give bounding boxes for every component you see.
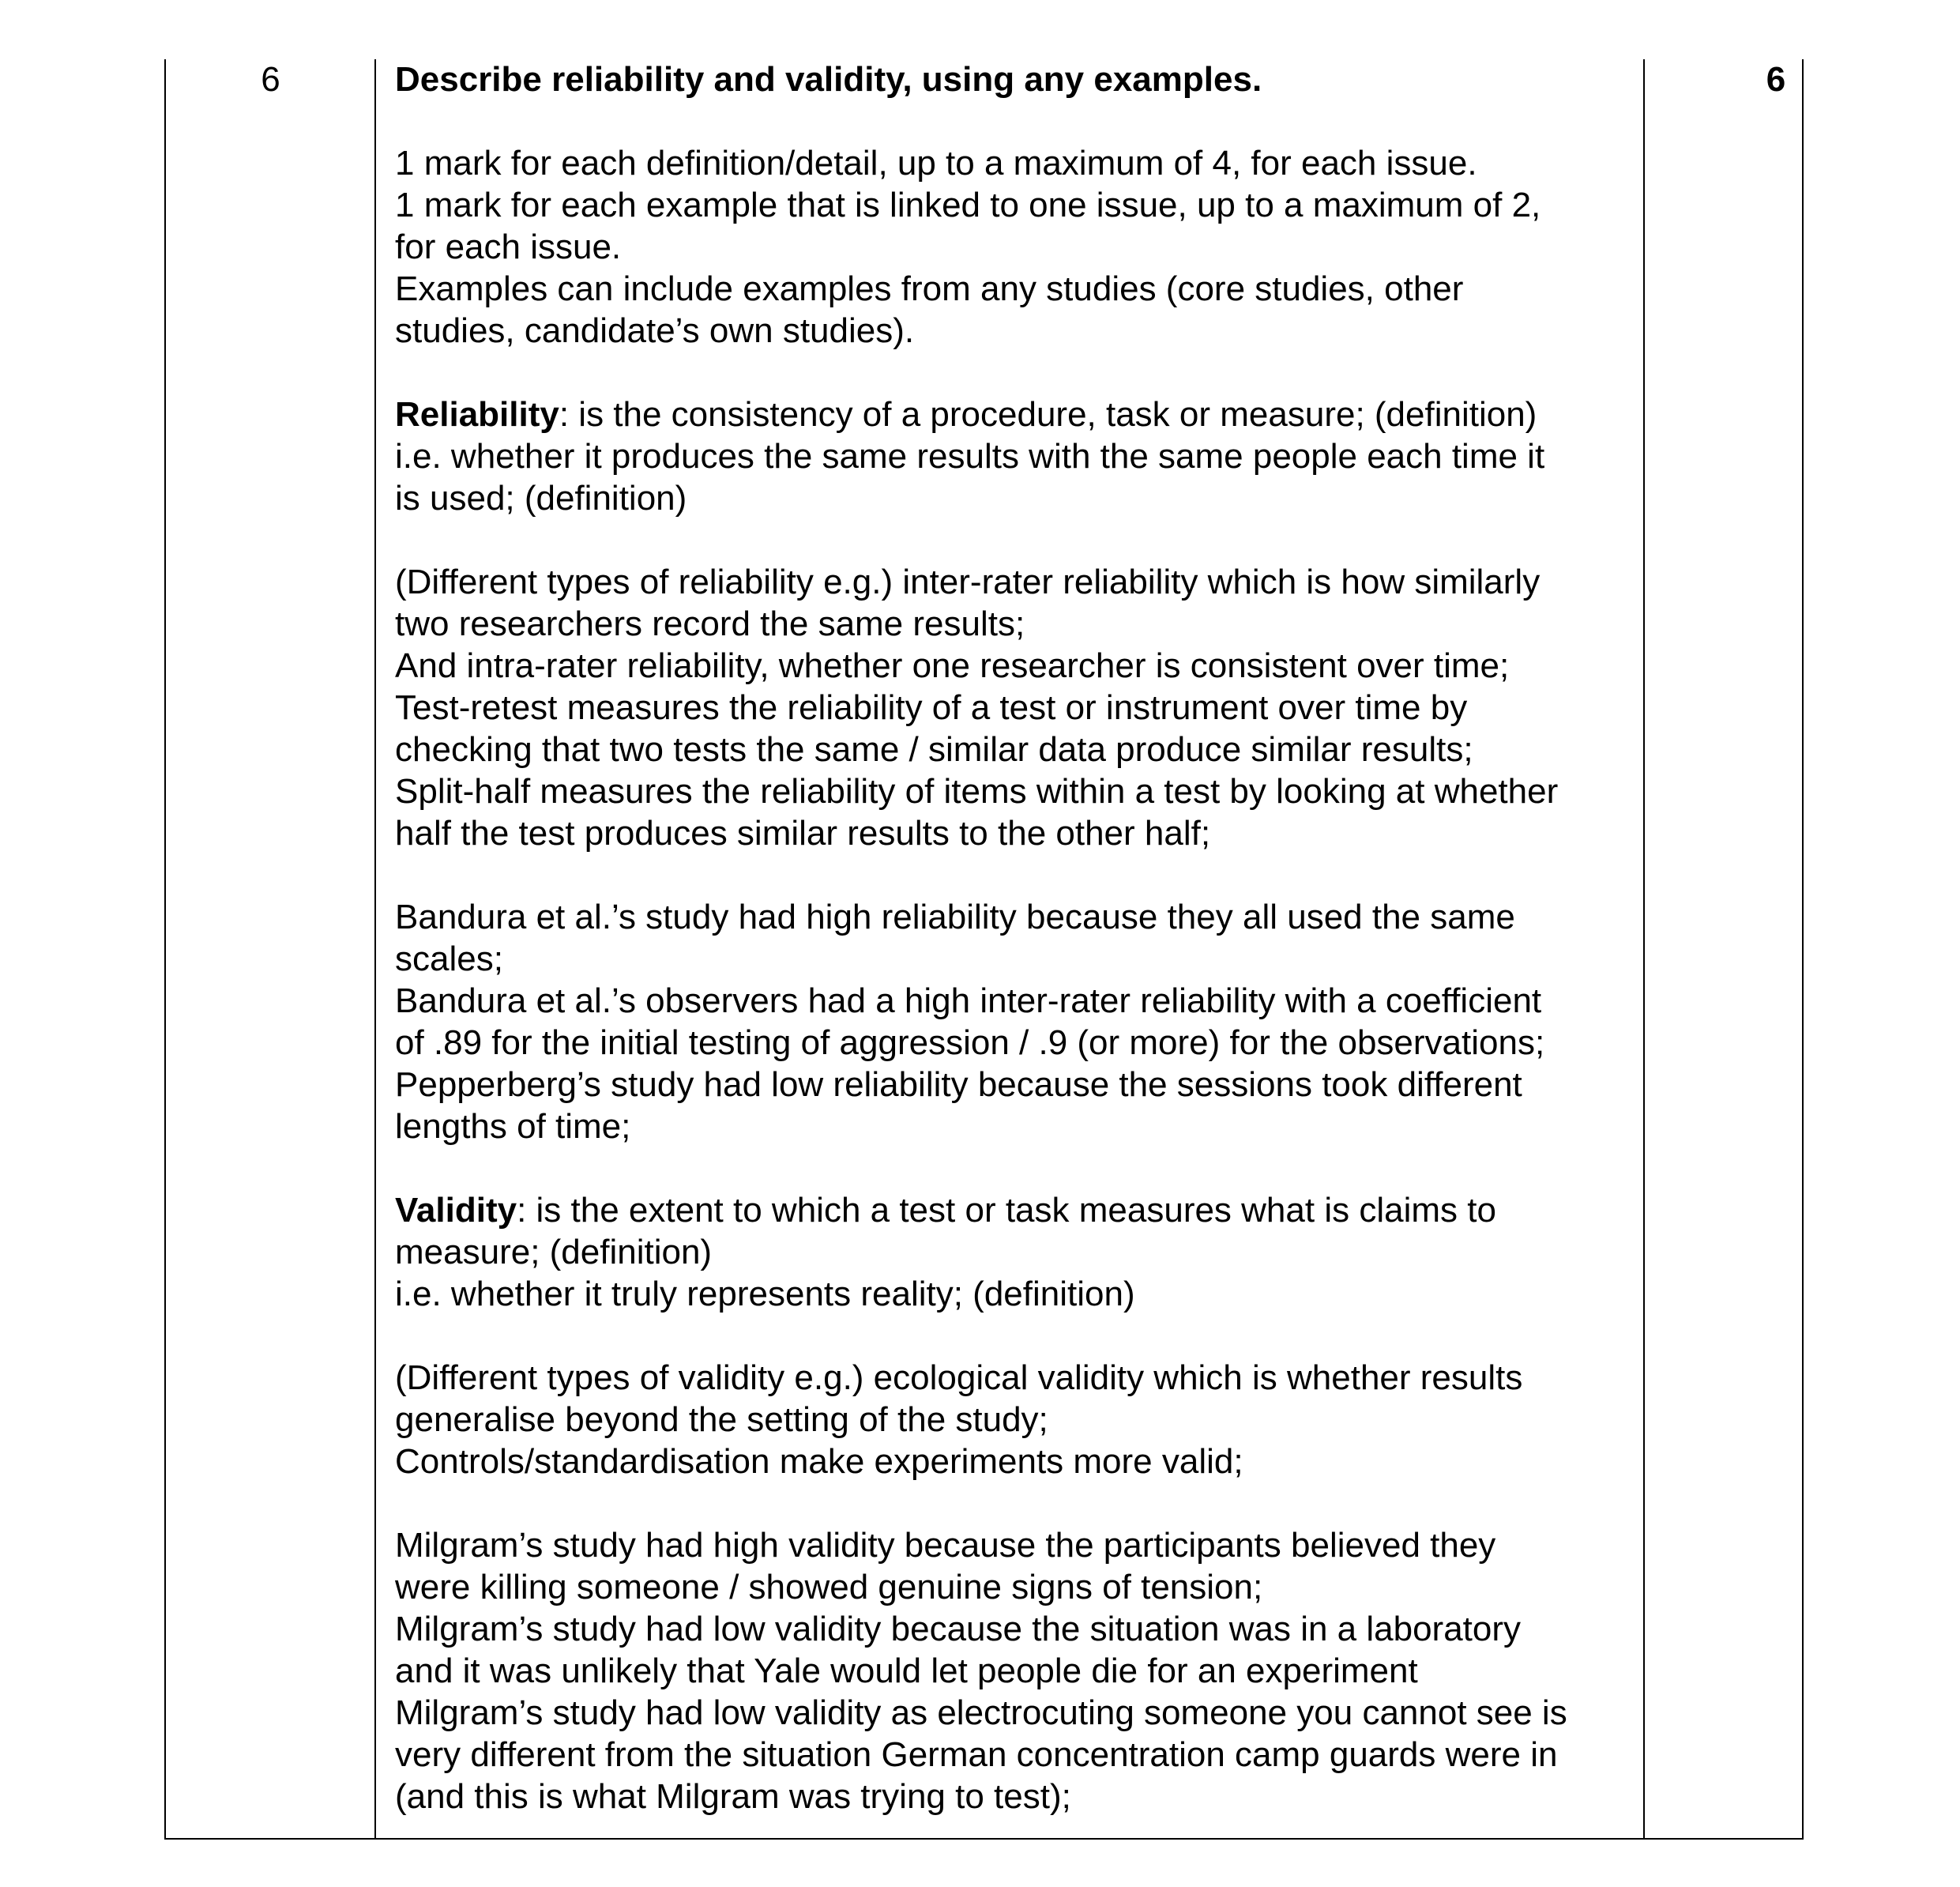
table-right-border xyxy=(1802,59,1804,1840)
column-divider-question xyxy=(374,59,376,1840)
validity-example-line: Milgram’s study had low validity as electrocuting someone you cannot see is xyxy=(395,1693,1567,1732)
reliability-definition-text: : is the consistency of a procedure, task or measure; (definition) xyxy=(559,395,1537,434)
column-divider-marks xyxy=(1643,59,1645,1840)
reliability-definition-line: is used; (definition) xyxy=(395,479,687,518)
reliability-definition-line: i.e. whether it produces the same results with the same people each time it xyxy=(395,437,1545,476)
table-left-border xyxy=(164,59,166,1840)
question-number: 6 xyxy=(261,60,280,99)
validity-example-line: very different from the situation German concentration camp guards were in xyxy=(395,1735,1558,1774)
guidance-line: Examples can include examples from any studies (core studies, other xyxy=(395,269,1464,308)
reliability-types-line: Split-half measures the reliability of items within a test by looking at whether xyxy=(395,772,1559,811)
validity-types-line: Controls/standardisation make experiments more valid; xyxy=(395,1442,1243,1481)
validity-term: Validity xyxy=(395,1191,517,1230)
validity-types-line: generalise beyond the setting of the study; xyxy=(395,1400,1048,1439)
reliability-example-line: Pepperberg’s study had low reliability because the sessions took different xyxy=(395,1065,1522,1104)
guidance-line: studies, candidate’s own studies). xyxy=(395,311,915,350)
validity-definition xyxy=(395,1189,1639,1231)
reliability-types-line: (Different types of reliability e.g.) inter-rater reliability which is how similarly xyxy=(395,563,1541,601)
validity-example-line: Milgram’s study had low validity because the situation was in a laboratory xyxy=(395,1610,1522,1648)
validity-example-line: and it was unlikely that Yale would let people die for an experiment xyxy=(395,1652,1418,1690)
reliability-types-line: checking that two tests the same / similar data produce similar results; xyxy=(395,730,1473,769)
guidance-line: for each issue. xyxy=(395,228,622,266)
marks-total: 6 xyxy=(1766,60,1786,99)
reliability-types-line: two researchers record the same results; xyxy=(395,605,1025,643)
reliability-example-line: of .89 for the initial testing of aggression / .9 (or more) for the observations; xyxy=(395,1023,1545,1062)
reliability-types-line: half the test produces similar results to the other half; xyxy=(395,814,1211,853)
reliability-example-line: scales; xyxy=(395,940,503,978)
validity-example-line: (and this is what Milgram was trying to test); xyxy=(395,1777,1071,1816)
reliability-example-line: lengths of time; xyxy=(395,1107,631,1146)
reliability-types-line: Test-retest measures the reliability of a test or instrument over time by xyxy=(395,688,1468,727)
question-text: Describe reliability and validity, using any examples. xyxy=(395,60,1262,99)
reliability-types-line: And intra-rater reliability, whether one researcher is consistent over time; xyxy=(395,646,1510,685)
validity-definition-line: measure; (definition) xyxy=(395,1233,713,1271)
table-bottom-border xyxy=(164,1838,1804,1840)
reliability-example-line: Bandura et al.’s observers had a high inter-rater reliability with a coefficient xyxy=(395,981,1542,1020)
validity-example-line: Milgram’s study had high validity because the participants believed they xyxy=(395,1526,1496,1565)
validity-definition-line: i.e. whether it truly represents reality; (definition) xyxy=(395,1275,1135,1313)
reliability-term: Reliability xyxy=(395,395,559,434)
validity-definition-text: : is the extent to which a test or task measures what is claims to xyxy=(517,1191,1496,1230)
answer-content xyxy=(395,58,1639,1817)
validity-types-line: (Different types of validity e.g.) ecological validity which is whether results xyxy=(395,1358,1523,1397)
reliability-definition xyxy=(395,394,1639,435)
guidance-line: 1 mark for each definition/detail, up to a maximum of 4, for each issue. xyxy=(395,144,1477,183)
validity-example-line: were killing someone / showed genuine signs of tension; xyxy=(395,1568,1263,1606)
guidance-line: 1 mark for each example that is linked to one issue, up to a maximum of 2, xyxy=(395,186,1541,224)
reliability-example-line: Bandura et al.’s study had high reliability because they all used the same xyxy=(395,898,1515,936)
